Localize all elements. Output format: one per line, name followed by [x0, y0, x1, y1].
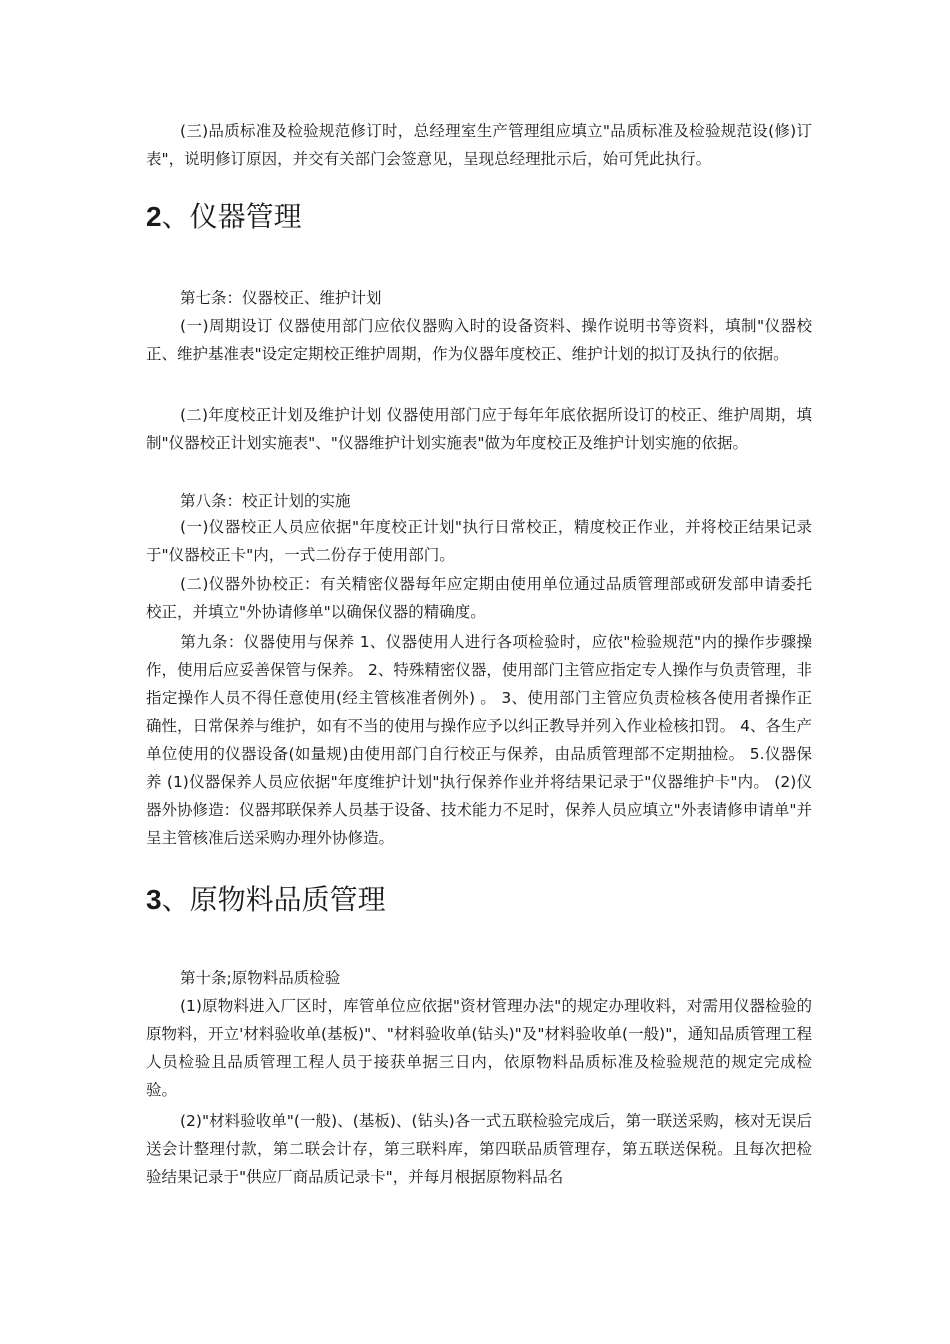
paragraph-acceptance-forms: (2)"材料验收单"(一般)、(基板)、(钻头)各一式五联检验完成后，第一联送采购，核对无误后送会计整理付款，第二联会计存，第三联料库，第四联品质管理存，第五联送保税。且每次把检验结果记录于"供应厂商品质记录卡"，并每月根据原物料品名 [146, 1112, 812, 1186]
section-heading-instrument-management: 2、仪器管理 [146, 200, 302, 233]
section-heading-raw-material-quality: 3、原物料品质管理 [146, 883, 386, 916]
article-7-title: 第七条：仪器校正、维护计划 [180, 289, 382, 307]
paragraph-instrument-use-maintenance: 第九条：仪器使用与保养 1、仪器使用人进行各项检验时，应依"检验规范"内的操作步骤操作，使用后应妥善保管与保养。 2、特殊精密仪器，使用部门主管应指定专人操作与负责管理，非指定操作人员不得任意使用(经主管核准者例外) 。 3、使用部门主管应负责检核各使用者操作正确性，日常保养与维护，如有不当的使用与操作应予以纠正教导并列入作业检核扣罚。 4、各生产单位使用的仪器设备(如量规)由使用部门自行校正与保养，由品质管理部不定期抽检。 5.仪器保养 (1)仪器保养人员应依据"年度维护计划"执行保养作业并将结果记录于"仪器维护卡"内。 (2)仪器外协修造：仪器邦联保养人员基于设备、技术能力不足时，保养人员应填立"外表请修申请单"并呈主管核准后送采购办理外协修造。 [146, 633, 812, 847]
article-10-title: 第十条;原物料品质检验 [180, 969, 341, 987]
article-8-title: 第八条：校正计划的实施 [180, 492, 351, 510]
paragraph-raw-material-inspection: (1)原物料进入厂区时，库管单位应依据"资材管理办法"的规定办理收料，对需用仪器检验的原物料，开立'材料验收单(基板)"、"材料验收单(钻头)"及"材料验收单(一般)"，通知品质管理工程人员检验且品质管理工程人员于接获单据三日内，依原物料品质标准及检验规范的规定完成检验。 [146, 997, 812, 1099]
paragraph-cycle-setting: (一)周期设订 仪器使用部门应依仪器购入时的设备资料、操作说明书等资料，填制"仪器校正、维护基准表"设定定期校正维护周期，作为仪器年度校正、维护计划的拟订及执行的依据。 [146, 317, 812, 363]
paragraph-calibration-execution: (一)仪器校正人员应依据"年度校正计划"执行日常校正，精度校正作业，并将校正结果记录于"仪器校正卡"内，一式二份存于使用部门。 [146, 518, 812, 564]
paragraph-quality-standard-revision: (三)品质标准及检验规范修订时，总经理室生产管理组应填立"品质标准及检验规范设(修)订表"，说明修订原因，并交有关部门会签意见，呈现总经理批示后，始可凭此执行。 [146, 122, 812, 168]
paragraph-annual-calibration-plan: (二)年度校正计划及维护计划 仪器使用部门应于每年年底依据所设订的校正、维护周期，填制"仪器校正计划实施表"、"仪器维护计划实施表"做为年度校正及维护计划实施的依据。 [146, 406, 812, 452]
paragraph-external-calibration: (二)仪器外协校正：有关精密仪器每年应定期由使用单位通过品质管理部或研发部申请委托校正，并填立"外协请修单"以确保仪器的精确度。 [146, 575, 812, 621]
